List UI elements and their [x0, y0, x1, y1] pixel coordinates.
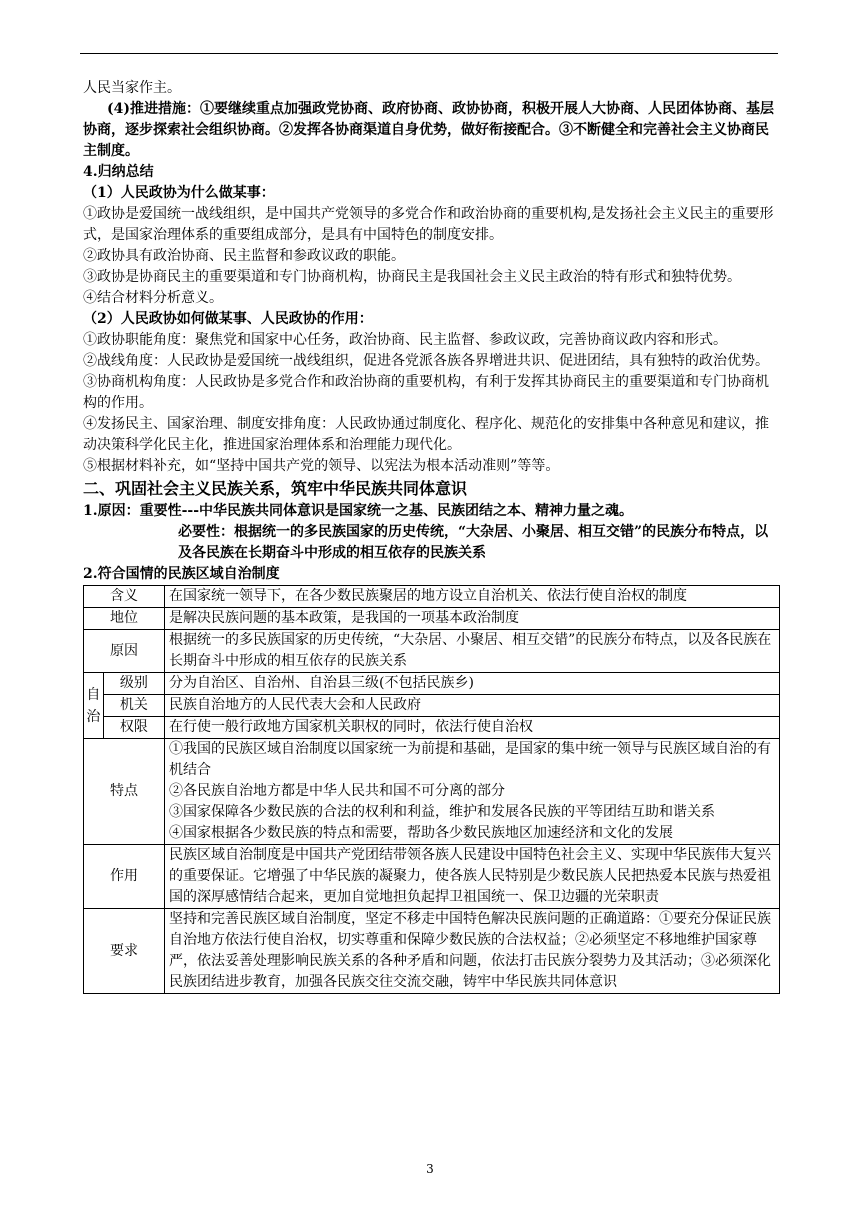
feature-item: ②各民族自治地方都是中华人民共和国不可分离的部分 [169, 783, 505, 799]
row-content: 在国家统一领导下，在各少数民族聚居的地方设立自治机关、依法行使自治权的制度 [165, 586, 780, 608]
text-line: ②政协具有政治协商、民主监督和参政议政的职能。 [83, 248, 405, 264]
table-row [84, 586, 780, 608]
row-label: 作用 [84, 845, 165, 909]
feature-item: ①我国的民族区域自治制度以国家统一为前提和基础，是国家的集中统一领导与民族区域自治的有机结合 [169, 741, 771, 778]
page-body [83, 78, 780, 994]
row-content: 是解决民族问题的基本政策，是我国的一项基本政治制度 [165, 608, 780, 630]
text-line: ①政协职能角度：聚焦党和国家中心任务，政治协商、民主监督、参政议政，完善协商议政内容和形式。 [83, 332, 727, 348]
section-heading: 4.归纳总结 [83, 164, 154, 180]
group-label: 自治 [84, 673, 104, 739]
row-content [165, 739, 780, 845]
header-rule [80, 53, 778, 54]
row-content: 民族自治地方的人民代表大会和人民政府 [165, 695, 780, 717]
row-content: 民族区域自治制度是中国共产党团结带领各族人民建设中国特色社会主义、实现中华民族伟大复兴的重要保证。它增强了中华民族的凝聚力，使各族人民特别是少数民族人民把热爱本民族与热爱祖国的深厚感情结合起来，更加自觉地担负起捍卫祖国统一、保卫边疆的光荣职责 [165, 845, 780, 909]
feature-item: ③国家保障各少数民族的合法的权利和利益，维护和发展各民族的平等团结互助和谐关系 [169, 804, 715, 820]
subsection-heading: （2）人民政协如何做某事、人民政协的作用： [83, 311, 373, 327]
table-row [84, 739, 780, 845]
row-content: 分为自治区、自治州、自治县三级(不包括民族乡) [165, 673, 780, 695]
row-content: 在行使一般行政地方国家机关职权的同时，依法行使自治权 [165, 717, 780, 739]
feature-item: ④国家根据各少数民族的特点和需要，帮助各少数民族地区加速经济和文化的发展 [169, 825, 673, 841]
row-content: 根据统一的多民族国家的历史传统，“大杂居、小聚居、相互交错”的民族分布特点，以及各民族在长期奋斗中形成的相互依存的民族关系 [165, 630, 780, 673]
table-row [84, 608, 780, 630]
text-line: (4)推进措施：①要继续重点加强政党协商、政府协商、政协协商，积极开展人大协商、人民团体协商、基层协商，逐步探索社会组织协商。②发挥各协商渠道自身优势，做好衔接配合。③不断健全和完善社会主义协商民主制度。 [83, 101, 774, 159]
row-label: 特点 [84, 739, 165, 845]
text-line: ⑤根据材料补充，如“坚持中国共产党的领导、以宪法为根本活动准则”等等。 [83, 458, 560, 474]
row-label: 权限 [103, 717, 164, 739]
row-content: 坚持和完善民族区域自治制度，坚定不移走中国特色解决民族问题的正确道路：①要充分保证民族自治地方依法行使自治权，切实尊重和保障少数民族的合法权益；②必须坚定不移地维护国家尊严，依法妥善处理影响民族关系的各种矛盾和问题，依法打击民族分裂势力及其活动；③必须深化民族团结进步教育，加强各民族交往交流交融，铸牢中华民族共同体意识 [165, 909, 780, 994]
table-row [84, 845, 780, 909]
text-line: ②战线角度：人民政协是爱国统一战线组织，促进各党派各族各界增进共识、促进团结，具有独特的政治优势。 [83, 353, 769, 369]
text-line: 必要性：根据统一的多民族国家的历史传统，“大杂居、小聚居、相互交错”的民族分布特点，以及各民族在长期奋斗中形成的相互依存的民族关系 [178, 524, 769, 561]
text-line: ④结合材料分析意义。 [83, 290, 223, 306]
text-line: 1.原因：重要性---中华民族共同体意识是国家统一之基、民族团结之本、精神力量之魂。 [83, 503, 634, 519]
table-caption: 2.符合国情的民族区域自治制度 [83, 566, 280, 582]
row-label: 含义 [84, 586, 165, 608]
table-row [84, 630, 780, 673]
table-row [84, 717, 780, 739]
text-line: ③政协是协商民主的重要渠道和专门协商机构，协商民主是我国社会主义民主政治的特有形式和独特优势。 [83, 269, 741, 285]
text-line: ③协商机构角度：人民政协是多党合作和政治协商的重要机构，有利于发挥其协商民主的重要渠道和专门协商机构的作用。 [83, 374, 769, 411]
subsection-heading: （1）人民政协为什么做某事： [83, 185, 275, 201]
page-number: 3 [426, 1162, 434, 1176]
text-line: ④发扬民主、国家治理、制度安排角度：人民政协通过制度化、程序化、规范化的安排集中各种意见和建议，推动决策科学化民主化，推进国家治理体系和治理能力现代化。 [83, 416, 769, 453]
text-line: ①政协是爱国统一战线组织，是中国共产党领导的多党合作和政治协商的重要机构,是发扬社会主义民主的重要形式，是国家治理体系的重要组成部分，是具有中国特色的制度安排。 [83, 206, 774, 243]
autonomy-table [83, 585, 780, 994]
row-label: 地位 [84, 608, 165, 630]
table-row [84, 695, 780, 717]
row-label: 要求 [84, 909, 165, 994]
table-row [84, 673, 780, 695]
row-label: 级别 [103, 673, 164, 695]
table-row [84, 909, 780, 994]
row-label: 原因 [84, 630, 165, 673]
text-line: 人民当家作主。 [83, 80, 181, 96]
chapter-heading: 二、巩固社会主义民族关系，筑牢中华民族共同体意识 [83, 479, 468, 498]
row-label: 机关 [103, 695, 164, 717]
